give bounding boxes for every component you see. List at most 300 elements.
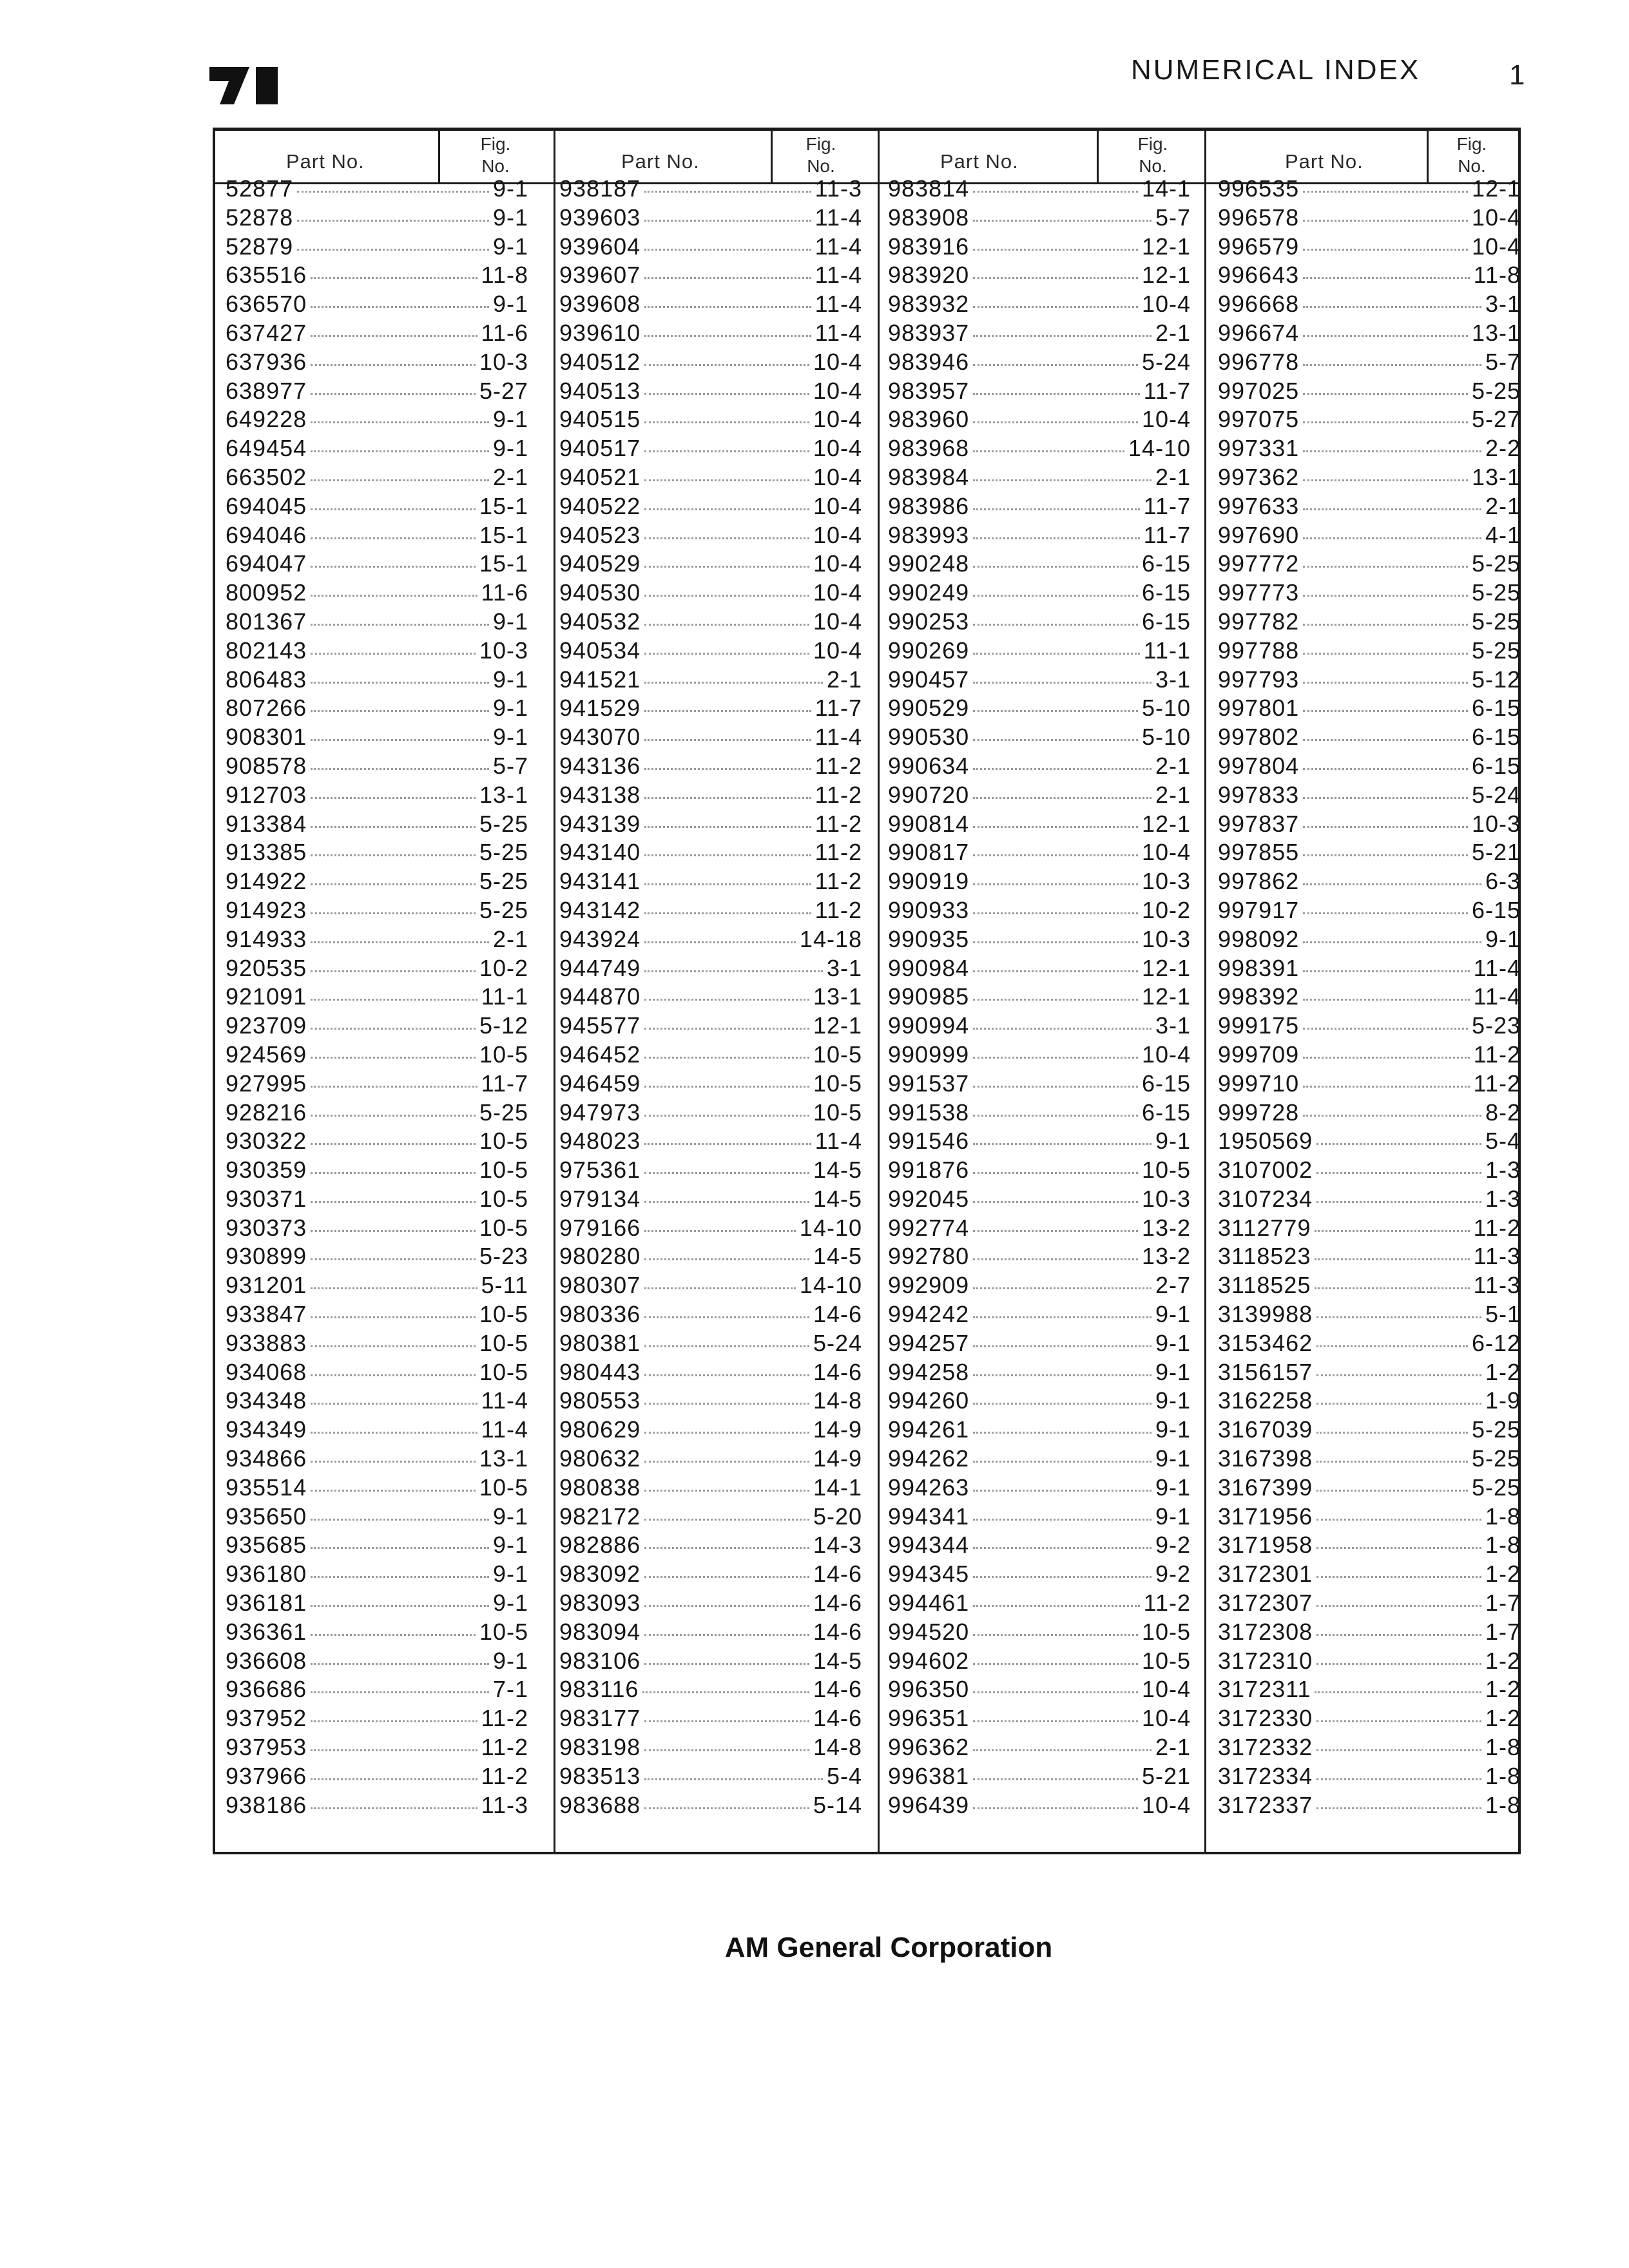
- part-number: 997075: [1218, 406, 1300, 433]
- dot-leader: [644, 1576, 809, 1578]
- dot-leader: [973, 306, 1138, 308]
- figure-number: 2-1: [1155, 1734, 1191, 1761]
- dot-leader: [311, 624, 489, 626]
- index-entry: [559, 1734, 862, 1763]
- part-number: 996578: [1218, 204, 1300, 231]
- index-entry: [888, 550, 1191, 579]
- dot-leader: [311, 508, 476, 510]
- part-number: 924569: [226, 1041, 307, 1068]
- figure-number: 14-10: [1128, 435, 1191, 462]
- index-entry: [1218, 955, 1521, 984]
- index-entry: [226, 983, 528, 1012]
- dot-leader: [973, 537, 1139, 539]
- dot-leader: [973, 450, 1124, 452]
- part-number: 980381: [559, 1329, 641, 1356]
- figure-number: 12-1: [1141, 233, 1191, 260]
- figure-number: 6-15: [1141, 1070, 1191, 1097]
- part-number: 983916: [888, 233, 970, 260]
- part-number: 990253: [888, 608, 970, 635]
- figure-number: 9-1: [492, 608, 528, 635]
- dot-leader: [1303, 335, 1468, 337]
- figure-number: 6-15: [1141, 579, 1191, 606]
- part-number: 637427: [226, 319, 307, 346]
- index-entry: [1218, 695, 1521, 724]
- figure-number: 10-5: [479, 1128, 528, 1155]
- figure-number: 10-4: [813, 377, 862, 404]
- figure-number: 6-15: [1471, 695, 1521, 722]
- dot-leader: [644, 1057, 809, 1059]
- part-number: 3167399: [1218, 1474, 1313, 1501]
- part-number: 997362: [1218, 463, 1300, 490]
- figure-number: 10-3: [479, 637, 528, 664]
- part-number: 990457: [888, 666, 970, 693]
- index-entry: [226, 1099, 528, 1128]
- index-entry: [888, 782, 1191, 811]
- index-entry: [559, 579, 862, 608]
- part-number: 983177: [559, 1705, 641, 1732]
- index-entry: [559, 204, 862, 233]
- index-entry: [888, 1215, 1191, 1244]
- index-entry: [888, 1186, 1191, 1215]
- dot-leader: [973, 1807, 1138, 1809]
- figure-number: 10-5: [1141, 1647, 1191, 1674]
- dot-leader: [311, 912, 476, 914]
- figure-number: 14-1: [1141, 175, 1191, 202]
- dot-leader: [311, 595, 477, 597]
- part-number: 983116: [559, 1676, 639, 1703]
- part-number: 936686: [226, 1676, 307, 1703]
- figure-number: 11-4: [815, 291, 862, 318]
- index-entry: [559, 1445, 862, 1474]
- dot-leader: [297, 249, 489, 251]
- figure-number: 11-1: [481, 983, 528, 1010]
- index-entry: [888, 175, 1191, 204]
- index-entry: [1218, 637, 1521, 666]
- figure-number: 10-5: [813, 1070, 862, 1097]
- index-entry: [888, 1648, 1191, 1677]
- dot-leader: [297, 191, 489, 193]
- index-entry: [888, 1619, 1191, 1648]
- column-divider: [878, 131, 880, 1852]
- index-entry: [226, 1359, 528, 1388]
- figure-number: 15-1: [479, 492, 528, 519]
- figure-number: 6-15: [1471, 752, 1521, 779]
- figure-number: 11-7: [1143, 377, 1191, 404]
- part-number: 940517: [559, 435, 641, 462]
- part-number: 649454: [226, 435, 307, 462]
- figure-number: 11-2: [1143, 1590, 1191, 1617]
- figure-number: 3-1: [1155, 1012, 1191, 1039]
- index-entry: [559, 1763, 862, 1792]
- index-entry: [1218, 1734, 1521, 1763]
- part-number: 997793: [1218, 666, 1300, 693]
- part-number: 913385: [226, 839, 307, 866]
- part-number: 3139988: [1218, 1301, 1313, 1328]
- part-number: 934866: [226, 1445, 307, 1472]
- part-number: 997782: [1218, 608, 1300, 635]
- part-number: 3172334: [1218, 1762, 1313, 1789]
- part-number: 943070: [559, 724, 641, 751]
- figure-number: 5-7: [1155, 204, 1191, 231]
- index-entry: [226, 579, 528, 608]
- part-number: 994262: [888, 1445, 970, 1472]
- dot-leader: [311, 1115, 476, 1117]
- index-entry: [559, 1215, 862, 1244]
- dot-leader: [1303, 393, 1468, 395]
- dot-leader: [644, 854, 811, 856]
- part-number: 994261: [888, 1416, 970, 1443]
- figure-number: 10-4: [813, 435, 862, 462]
- figure-number: 11-1: [1143, 637, 1191, 664]
- dot-leader: [1316, 1605, 1481, 1607]
- figure-number: 12-1: [1141, 262, 1191, 289]
- figure-number: 1-8: [1485, 1532, 1521, 1559]
- figure-number: 8-2: [1485, 1099, 1521, 1126]
- figure-number: 3-1: [1155, 666, 1191, 693]
- figure-number: 6-15: [1471, 896, 1521, 923]
- index-entry: [1218, 262, 1521, 291]
- index-entry: [226, 262, 528, 291]
- part-number: 3167039: [1218, 1416, 1313, 1443]
- part-number: 990817: [888, 839, 970, 866]
- dot-leader: [644, 797, 811, 799]
- figure-number: 11-3: [815, 175, 862, 202]
- part-number: 800952: [226, 579, 307, 606]
- dot-leader: [644, 970, 823, 972]
- figure-number: 14-5: [813, 1243, 862, 1270]
- figure-number: 11-2: [1473, 1214, 1521, 1241]
- dot-leader: [644, 1172, 809, 1174]
- index-entry: [226, 320, 528, 349]
- index-entry: [226, 1387, 528, 1416]
- part-number: 980307: [559, 1272, 641, 1299]
- figure-number: 5-25: [479, 896, 528, 923]
- dot-leader: [1315, 1258, 1469, 1260]
- index-entry: [1218, 926, 1521, 955]
- figure-number: 5-20: [813, 1503, 862, 1530]
- dot-leader: [1316, 1316, 1481, 1318]
- dot-leader: [311, 1432, 477, 1434]
- figure-number: 10-4: [813, 579, 862, 606]
- index-entry: [888, 637, 1191, 666]
- part-number: 694046: [226, 521, 307, 548]
- part-number: 3107002: [1218, 1157, 1313, 1184]
- index-entry: [1218, 839, 1521, 868]
- index-entry: [1218, 1301, 1521, 1330]
- figure-number: 1-2: [1485, 1647, 1521, 1674]
- index-entry: [888, 839, 1191, 868]
- dot-leader: [311, 710, 489, 712]
- part-number: 996579: [1218, 233, 1300, 260]
- dot-leader: [311, 768, 489, 770]
- dot-leader: [973, 854, 1138, 856]
- part-number: 938186: [226, 1791, 307, 1818]
- index-entry: [226, 175, 528, 204]
- part-number: 934348: [226, 1387, 307, 1414]
- index-entry: [1218, 1387, 1521, 1416]
- figure-number: 9-1: [492, 435, 528, 462]
- figure-number: 10-5: [479, 1157, 528, 1184]
- index-entry: [1218, 1763, 1521, 1792]
- dot-leader: [644, 191, 811, 193]
- figure-number: 4-1: [1485, 521, 1521, 548]
- dot-leader: [973, 1287, 1152, 1289]
- index-entry: [226, 753, 528, 782]
- part-number: 997331: [1218, 435, 1300, 462]
- figure-number: 5-27: [479, 377, 528, 404]
- index-entry: [559, 435, 862, 464]
- figure-number: 3-1: [1485, 291, 1521, 318]
- figure-number: 10-4: [1471, 233, 1521, 260]
- part-number: 933847: [226, 1301, 307, 1328]
- index-entry: [559, 493, 862, 522]
- dot-leader: [644, 1143, 811, 1145]
- index-entry: [559, 550, 862, 579]
- dot-leader: [311, 1345, 476, 1347]
- index-entry: [888, 1359, 1191, 1388]
- dot-leader: [973, 1028, 1152, 1030]
- figure-number: 15-1: [479, 521, 528, 548]
- part-number: 990269: [888, 637, 970, 664]
- figure-number: 6-12: [1471, 1329, 1521, 1356]
- figure-number: 14-6: [813, 1301, 862, 1328]
- dot-leader: [1303, 970, 1469, 972]
- part-number: 913384: [226, 810, 307, 837]
- index-column-2: [559, 175, 862, 1820]
- part-number: 943140: [559, 839, 641, 866]
- index-entry: [888, 1012, 1191, 1041]
- part-number: 3172301: [1218, 1561, 1313, 1588]
- part-number: 998092: [1218, 925, 1300, 952]
- index-entry: [888, 608, 1191, 637]
- figure-number: 14-3: [813, 1532, 862, 1559]
- part-number: 983093: [559, 1590, 641, 1617]
- index-entry: [559, 320, 862, 349]
- dot-leader: [1303, 1115, 1481, 1117]
- figure-number: 5-23: [1471, 1012, 1521, 1039]
- part-number: 943924: [559, 925, 641, 952]
- part-number: 940522: [559, 492, 641, 519]
- dot-leader: [973, 624, 1138, 626]
- part-number: 980336: [559, 1301, 641, 1328]
- dot-leader: [311, 1461, 476, 1463]
- part-number: 3171956: [1218, 1503, 1313, 1530]
- dot-leader: [1316, 1143, 1481, 1145]
- dot-leader: [311, 1807, 477, 1809]
- part-number: 983984: [888, 463, 970, 490]
- part-number: 941529: [559, 695, 641, 722]
- part-number: 930373: [226, 1214, 307, 1241]
- part-number: 801367: [226, 608, 307, 635]
- figure-number: 5-25: [1471, 608, 1521, 635]
- index-entry: [226, 464, 528, 493]
- part-number: 3171958: [1218, 1532, 1313, 1559]
- part-number: 982172: [559, 1503, 641, 1530]
- figure-number: 5-25: [1471, 637, 1521, 664]
- part-number: 996362: [888, 1734, 970, 1761]
- dot-leader: [973, 1720, 1138, 1722]
- index-entry: [559, 897, 862, 926]
- part-number: 663502: [226, 463, 307, 490]
- figure-number: 11-6: [481, 579, 528, 606]
- figure-number: 14-6: [813, 1561, 862, 1588]
- dot-leader: [1315, 1691, 1481, 1693]
- part-number: 983920: [888, 262, 970, 289]
- fig-header-line: Fig.: [805, 134, 836, 154]
- figure-number: 9-1: [492, 1647, 528, 1674]
- figure-number: 9-1: [1155, 1301, 1191, 1328]
- part-number: 945577: [559, 1012, 641, 1039]
- part-number: 3118523: [1218, 1243, 1311, 1270]
- index-entry: [226, 1041, 528, 1070]
- figure-number: 9-1: [492, 406, 528, 433]
- part-number: 52877: [226, 175, 294, 202]
- index-entry: [559, 839, 862, 868]
- dot-leader: [644, 450, 809, 452]
- index-entry: [1218, 320, 1521, 349]
- part-number: 992909: [888, 1272, 970, 1299]
- index-entry: [226, 1590, 528, 1619]
- part-number: 997804: [1218, 752, 1300, 779]
- figure-number: 10-4: [813, 463, 862, 490]
- part-number: 649228: [226, 406, 307, 433]
- index-entry: [888, 378, 1191, 407]
- index-entry: [559, 811, 862, 840]
- part-number: 936180: [226, 1561, 307, 1588]
- index-entry: [1218, 406, 1521, 435]
- index-entry: [559, 1301, 862, 1330]
- part-number: 990984: [888, 954, 970, 981]
- index-entry: [226, 1157, 528, 1186]
- figure-number: 12-1: [1141, 954, 1191, 981]
- index-entry: [1218, 1070, 1521, 1099]
- figure-number: 9-1: [1485, 925, 1521, 952]
- dot-leader: [644, 912, 811, 914]
- figure-number: 2-2: [1485, 435, 1521, 462]
- index-entry: [1218, 1532, 1521, 1561]
- figure-number: 10-4: [1141, 839, 1191, 866]
- part-number: 636570: [226, 291, 307, 318]
- index-entry: [1218, 1157, 1521, 1186]
- index-entry: [1218, 291, 1521, 320]
- figure-number: 10-4: [813, 492, 862, 519]
- dot-leader: [973, 970, 1138, 972]
- dot-leader: [311, 970, 476, 972]
- part-number: 1950569: [1218, 1128, 1313, 1155]
- figure-number: 10-5: [1141, 1618, 1191, 1645]
- figure-number: 9-1: [1155, 1387, 1191, 1414]
- part-number: 997862: [1218, 868, 1300, 895]
- figure-number: 11-4: [815, 233, 862, 260]
- dot-leader: [644, 999, 809, 1001]
- index-entry: [559, 1070, 862, 1099]
- figure-number: 10-4: [1471, 204, 1521, 231]
- part-number: 990985: [888, 983, 970, 1010]
- figure-number: 1-2: [1485, 1561, 1521, 1588]
- dot-leader: [1315, 1287, 1469, 1289]
- index-entry: [226, 666, 528, 695]
- part-number: 3172337: [1218, 1791, 1313, 1818]
- part-number: 3167398: [1218, 1445, 1313, 1472]
- index-entry: [226, 1503, 528, 1532]
- part-number: 983198: [559, 1734, 641, 1761]
- index-entry: [559, 175, 862, 204]
- part-number: 912703: [226, 781, 307, 808]
- figure-number: 5-25: [1471, 377, 1521, 404]
- figure-number: 13-1: [479, 1445, 528, 1472]
- dot-leader: [311, 854, 476, 856]
- part-number: 997690: [1218, 521, 1300, 548]
- part-number: 983513: [559, 1762, 641, 1789]
- figure-number: 9-1: [492, 233, 528, 260]
- dot-leader: [1303, 653, 1468, 655]
- dot-leader: [1303, 1086, 1469, 1088]
- part-number: 934068: [226, 1358, 307, 1385]
- dot-leader: [973, 941, 1138, 943]
- dot-leader: [644, 1749, 809, 1751]
- fig-header-line: No.: [1139, 156, 1167, 176]
- figure-number: 14-18: [799, 925, 862, 952]
- part-number: 983937: [888, 319, 970, 346]
- figure-number: 9-1: [492, 1532, 528, 1559]
- figure-number: 14-6: [813, 1590, 862, 1617]
- index-entry: [226, 204, 528, 233]
- fig-no-header: [1443, 133, 1501, 177]
- part-number: 908301: [226, 724, 307, 751]
- figure-number: 9-1: [1155, 1358, 1191, 1385]
- figure-number: 10-5: [813, 1099, 862, 1126]
- figure-number: 2-1: [1155, 319, 1191, 346]
- part-number: 997802: [1218, 724, 1300, 751]
- figure-number: 10-5: [479, 1329, 528, 1356]
- index-entry: [226, 1330, 528, 1359]
- index-entry: [226, 608, 528, 637]
- index-entry: [559, 1099, 862, 1128]
- figure-number: 5-11: [481, 1272, 528, 1299]
- part-number: 934349: [226, 1416, 307, 1443]
- index-entry: [1218, 493, 1521, 522]
- dot-leader: [1303, 421, 1468, 423]
- dot-leader: [973, 1634, 1138, 1636]
- part-number: 931201: [226, 1272, 307, 1299]
- figure-number: 11-2: [815, 781, 862, 808]
- dot-leader: [1303, 508, 1481, 510]
- dot-leader: [1303, 364, 1481, 366]
- dot-leader: [1303, 1057, 1469, 1059]
- part-number: 990249: [888, 579, 970, 606]
- index-entry: [1218, 1561, 1521, 1590]
- part-number: 940523: [559, 521, 641, 548]
- figure-number: 9-2: [1155, 1561, 1191, 1588]
- figure-number: 13-1: [1471, 319, 1521, 346]
- dot-leader: [973, 393, 1139, 395]
- dot-leader: [644, 624, 809, 626]
- index-entry: [1218, 522, 1521, 551]
- dot-leader: [973, 1490, 1152, 1492]
- dot-leader: [311, 1576, 489, 1578]
- part-number: 946459: [559, 1070, 641, 1097]
- dot-leader: [1316, 1403, 1481, 1405]
- part-number: 52878: [226, 204, 294, 231]
- dot-leader: [311, 941, 489, 943]
- figure-number: 14-1: [813, 1474, 862, 1501]
- part-number: 994344: [888, 1532, 970, 1559]
- part-number: 980838: [559, 1474, 641, 1501]
- figure-number: 10-5: [479, 1185, 528, 1212]
- index-entry: [888, 666, 1191, 695]
- figure-number: 10-5: [479, 1041, 528, 1068]
- index-entry: [226, 1792, 528, 1821]
